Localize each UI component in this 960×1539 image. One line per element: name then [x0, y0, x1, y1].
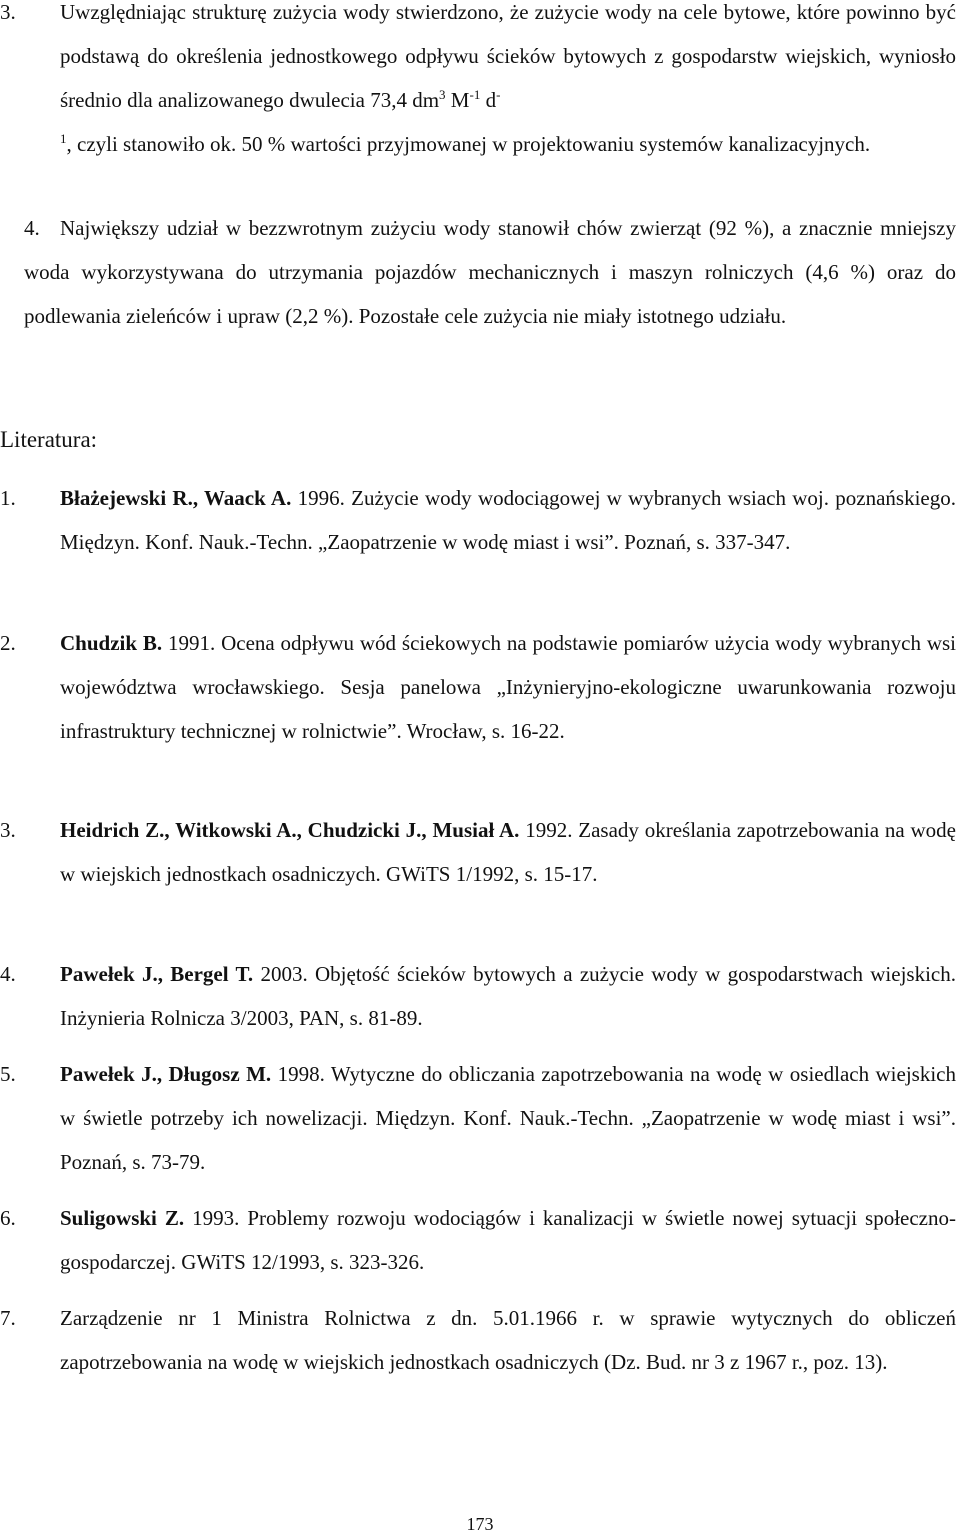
page-number: 173	[466, 1514, 494, 1534]
superscript: -1	[469, 87, 481, 102]
reference-number: 2.	[0, 631, 16, 655]
reference-number: 5.	[0, 1062, 16, 1086]
literature-heading: Literatura:	[0, 427, 98, 452]
reference-item	[0, 1296, 956, 1384]
reference-item	[0, 476, 956, 564]
reference-item	[0, 621, 956, 753]
reference-text: 1992. Zasady określania zapotrzebowania na wodę w wiejskich jednostkach osadniczych. GWiTS 1/1992, s. 15-17.	[60, 818, 957, 886]
superscript: -	[496, 87, 501, 102]
paragraph-number: 3.	[0, 0, 16, 24]
reference-item	[0, 952, 956, 1040]
reference-authors: Heidrich Z., Witkowski A., Chudzicki J., Musiał A.	[60, 818, 520, 842]
superscript: 1	[60, 131, 67, 146]
reference-authors: Pawełek J., Bergel T.	[60, 962, 254, 986]
reference-number: 3.	[0, 818, 16, 842]
reference-number: 6.	[0, 1206, 16, 1230]
reference-text: 1991. Ocena odpływu wód ściekowych na podstawie pomiarów użycia wody wybranych wsi województwa wrocławskiego. Sesja panelowa „Inżynieryjno-ekologiczne uwarunkowania rozwoju infrastruktury technicznej w rolnictwie”. Wrocław, s. 16-22.	[60, 631, 956, 743]
reference-number: 7.	[0, 1306, 16, 1330]
conclusion-paragraph-4	[24, 206, 956, 338]
paragraph-number: 4.	[24, 216, 40, 240]
reference-item	[0, 1196, 956, 1284]
reference-item	[0, 1052, 956, 1184]
reference-text: 1993. Problemy rozwoju wodociągów i kanalizacji w świetle nowej sytuacji społeczno-gospodarczej. GWiTS 12/1993, s. 323-326.	[60, 1206, 956, 1274]
paragraph-text: Uwzględniając strukturę zużycia wody stwierdzono, że zużycie wody na cele bytowe, które powinno być podstawą do określenia jednostkowego odpływu ścieków bytowych z gospodarstw wiejskich, wyniosło średnio dla analizowanego dwulecia 73,4 dm	[60, 0, 956, 112]
reference-text: 1998. Wytyczne do obliczania zapotrzebowania na wodę w osiedlach wiejskich w świetle potrzeby ich nowelizacji. Międzyn. Konf. Nauk.-Techn. „Zaopatrzenie w wodę miast i wsi”. Poznań, s. 73-79.	[60, 1062, 956, 1174]
paragraph-text: , czyli stanowiło ok. 50 % wartości przyjmowanej w projektowaniu systemów kanalizacyjnych.	[66, 132, 871, 156]
reference-number: 4.	[0, 962, 16, 986]
paragraph-text: M	[445, 88, 470, 112]
paragraph-text: Największy udział w bezzwrotnym zużyciu wody stanowił chów zwierząt (92 %), a znacznie mniejszy woda wykorzystywana do utrzymania pojazdów mechanicznych i maszyn rolniczych (4,6 %) oraz do podlewania zieleńców i upraw (2,2 %). Pozostałe cele zużycia nie miały istotnego udziału.	[24, 216, 956, 328]
reference-text: Zarządzenie nr 1 Ministra Rolnictwa z dn. 5.01.1966 r. w sprawie wytycznych do obliczeń zapotrzebowania na wodę w wiejskich jednostkach osadniczych (Dz. Bud. nr 3 z 1967 r., poz. 13).	[60, 1306, 956, 1374]
reference-number: 1.	[0, 486, 16, 510]
reference-text: 1996. Zużycie wody wodociągowej w wybranych wsiach woj. poznańskiego. Międzyn. Konf. Nauk.-Techn. „Zaopatrzenie w wodę miast i wsi”. Poznań, s. 337-347.	[60, 486, 956, 554]
conclusion-paragraph-3	[0, 0, 956, 166]
reference-authors: Pawełek J., Długosz M.	[60, 1062, 272, 1086]
reference-authors: Suligowski Z.	[60, 1206, 185, 1230]
reference-text: 2003. Objętość ścieków bytowych a zużycie wody w gospodarstwach wiejskich. Inżynieria Rolnicza 3/2003, PAN, s. 81-89.	[60, 962, 956, 1030]
superscript: 3	[439, 87, 446, 102]
paragraph-text: d	[480, 88, 497, 112]
reference-authors: Chudzik B.	[60, 631, 163, 655]
reference-authors: Błażejewski R., Waack A.	[60, 486, 292, 510]
reference-item	[0, 808, 957, 896]
